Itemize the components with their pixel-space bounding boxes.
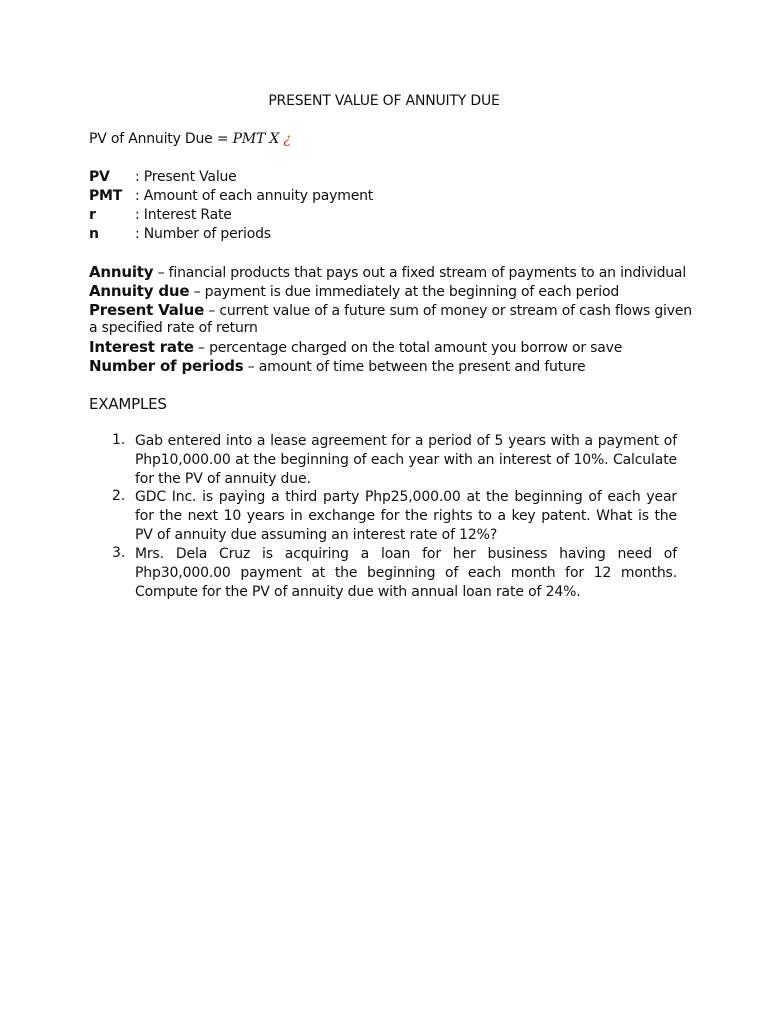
definition-text: – amount of time between the present and future <box>243 359 586 375</box>
definition-continuation: a specified rate of return <box>89 320 258 336</box>
variable-description: : Number of periods <box>135 226 271 242</box>
example-number: 1. <box>112 432 126 448</box>
variable-symbol: r <box>89 207 96 223</box>
example-number: 2. <box>112 488 126 504</box>
definition-term: Annuity due <box>89 282 190 300</box>
variable-description: : Interest Rate <box>135 207 232 223</box>
definition-row <box>89 263 686 281</box>
formula-label: PV of Annuity Due = <box>89 131 229 147</box>
variable-description: : Present Value <box>135 169 237 185</box>
formula-variable: ¿ <box>283 131 291 147</box>
definition-text: – payment is due immediately at the beginning of each period <box>189 284 620 300</box>
variable-symbol: n <box>89 226 99 242</box>
variable-description: : Amount of each annuity payment <box>135 188 374 204</box>
variable-row <box>89 207 232 223</box>
definition-text: – percentage charged on the total amount you borrow or save <box>193 340 623 356</box>
examples-heading: EXAMPLES <box>89 395 167 413</box>
definition-row <box>89 301 692 319</box>
variable-row <box>89 188 373 204</box>
definition-row <box>89 282 619 300</box>
example-text: GDC Inc. is paying a third party Php25,000.00 at the beginning of each year for the next 10 years in exchange for the rights to a key patent. What is the PV of annuity due assuming an interest rate of 12%? <box>135 489 677 543</box>
page-title: PRESENT VALUE OF ANNUITY DUE <box>268 93 500 109</box>
definition-term: Interest rate <box>89 338 194 356</box>
example-text: Gab entered into a lease agreement for a period of 5 years with a payment of Php10,000.00 at the beginning of each year with an interest of 10%. Calculate for the PV of annuity due. <box>135 433 677 487</box>
example-text: Mrs. Dela Cruz is acquiring a loan for her business having need of Php30,000.00 payment at the beginning of each month for 12 months. Compute for the PV of annuity due with annual loan rate of 24%. <box>135 546 677 600</box>
definition-row <box>89 357 585 375</box>
variable-row <box>89 169 237 185</box>
definition-text: – current value of a future sum of money or stream of cash flows given <box>204 303 692 319</box>
example-number: 3. <box>112 545 126 561</box>
definition-term: Annuity <box>89 263 154 281</box>
variable-row <box>89 226 271 242</box>
formula-line <box>89 131 291 147</box>
variable-symbol: PV <box>89 169 110 185</box>
definition-text: – financial products that pays out a fixed stream of payments to an individual <box>153 265 687 281</box>
formula-expression: PMT X <box>232 131 280 147</box>
definition-term: Present Value <box>89 301 205 319</box>
variable-symbol: PMT <box>89 188 123 204</box>
definition-row <box>89 338 622 356</box>
definition-term: Number of periods <box>89 357 244 375</box>
